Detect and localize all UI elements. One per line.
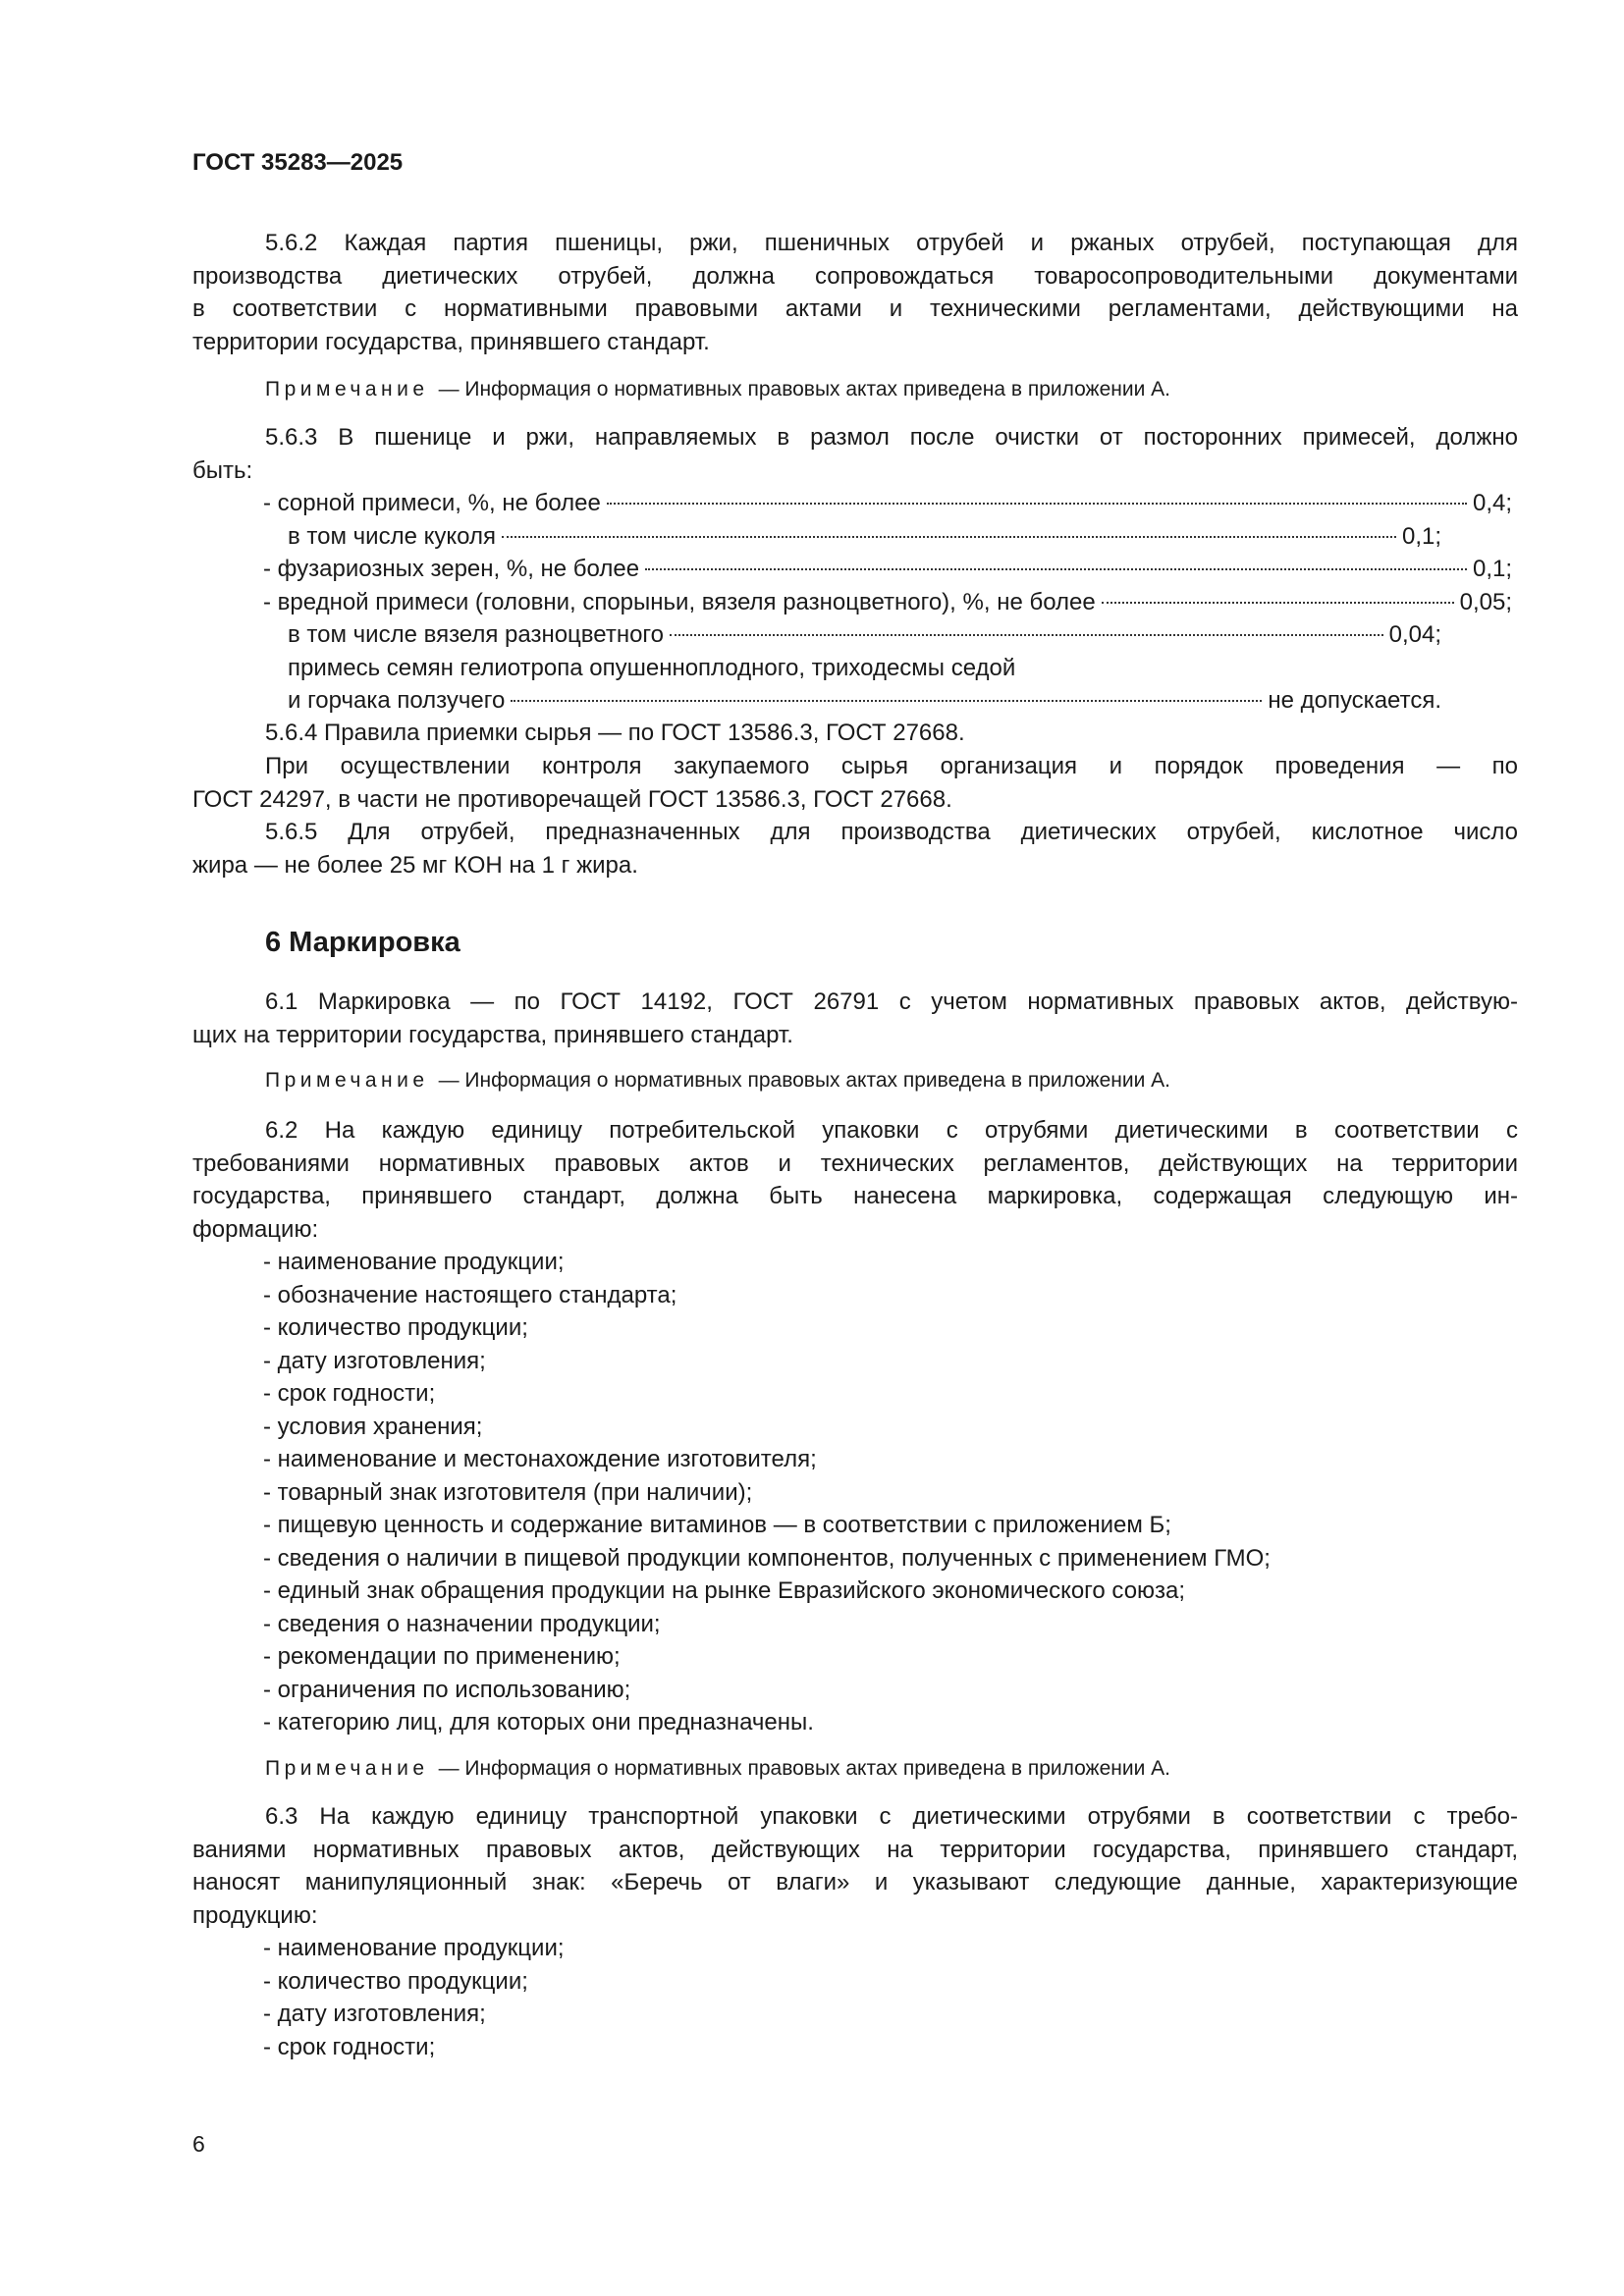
list-item: - категорию лиц, для которых они предназначены. xyxy=(263,1709,814,1735)
text-line: щих на территории государства, принявшего стандарт. xyxy=(192,1021,793,1048)
note-text: — Информация о нормативных правовых актах приведена в приложении А. xyxy=(438,1757,1171,1780)
list-item: - рекомендации по применению; xyxy=(263,1643,621,1670)
paragraph-5-6-5 xyxy=(192,816,1518,881)
limit-row xyxy=(192,553,1512,586)
text-line: 5.6.4 Правила приемки сырья — по ГОСТ 13586.3, ГОСТ 27668. xyxy=(265,720,965,746)
text-line: в соответствии с нормативными правовыми актами и техническими регламентами, действующими на xyxy=(192,295,1518,322)
paragraph-5-6-3 xyxy=(192,421,1518,718)
list-item: - наименование и местонахождение изготовителя; xyxy=(263,1446,817,1472)
list-item: - срок годности; xyxy=(263,2033,436,2060)
limit-row xyxy=(192,586,1512,619)
limit-value: 0,05; xyxy=(1459,588,1512,615)
text-line: быть: xyxy=(192,456,253,484)
list-item: - количество продукции; xyxy=(263,1314,528,1341)
note-label: Примечание xyxy=(265,1757,429,1780)
text-line: 5.6.2 Каждая партия пшеницы, ржи, пшеничных отрубей и ржаных отрубей, поступающая для xyxy=(265,230,1518,256)
limit-label: - вредной примеси (головни, спорыньи, вязеля разноцветного), %, не более xyxy=(263,588,1096,615)
note-text: — Информация о нормативных правовых актах приведена в приложении А. xyxy=(438,378,1171,400)
text-line: 6.1 Маркировка — по ГОСТ 14192, ГОСТ 26791 с учетом нормативных правовых актов, действую- xyxy=(265,988,1518,1015)
list-item: - количество продукции; xyxy=(263,1967,528,1995)
limit-value: 0,1; xyxy=(1401,522,1441,550)
list-item: - дату изготовления; xyxy=(263,2001,486,2027)
section-title: 6 Маркировка xyxy=(265,927,460,958)
page-number: 6 xyxy=(192,2131,205,2157)
text-line: продукцию: xyxy=(192,1901,318,1929)
limit-row xyxy=(192,618,1441,652)
note-label: Примечание xyxy=(265,378,429,400)
paragraph-5-6-4 xyxy=(192,717,1518,750)
list-item: - единый знак обращения продукции на рынке Евразийского экономического союза; xyxy=(263,1577,1186,1604)
limit-label: - сорной примеси, %, не более xyxy=(263,490,601,516)
dot-leader xyxy=(1102,602,1454,604)
list-item: - пищевую ценность и содержание витаминов — в соответствии с приложением Б; xyxy=(263,1512,1171,1538)
dot-leader xyxy=(511,700,1262,702)
paragraph-6-2 xyxy=(192,1114,1518,1739)
list-item: - дату изготовления; xyxy=(263,1347,486,1374)
dot-leader xyxy=(607,503,1467,505)
text-line: территории государства, принявшего стандарт. xyxy=(192,328,710,355)
note xyxy=(192,1752,1518,1786)
paragraph-5-6-2 xyxy=(192,227,1518,358)
text-line: 5.6.5 Для отрубей, предназначенных для производства диетических отрубей, кислотное число xyxy=(265,819,1518,845)
list-item: - сведения о наличии в пищевой продукции компонентов, полученных с применением ГМО; xyxy=(263,1544,1271,1572)
list-item: - условия хранения; xyxy=(263,1413,483,1440)
note-line xyxy=(192,1064,1518,1097)
list-item: - наименование продукции; xyxy=(263,1935,565,1961)
note-line xyxy=(192,1752,1518,1786)
note-label: Примечание xyxy=(265,1069,429,1092)
text-line: требованиями нормативных правовых актов и технических регламентов, действующих на территории xyxy=(192,1149,1518,1177)
text-line: При осуществлении контроля закупаемого сырья организация и порядок проведения — по xyxy=(265,753,1518,779)
paragraph-acceptance-control xyxy=(192,750,1518,816)
note-text: — Информация о нормативных правовых актах приведена в приложении А. xyxy=(438,1069,1171,1092)
limit-value: 0,04; xyxy=(1388,621,1441,648)
limit-label: примесь семян гелиотропа опушенноплодного, триходесмы седой xyxy=(288,654,1016,681)
list-item: - товарный знак изготовителя (при наличии); xyxy=(263,1478,753,1506)
limit-value: не допускается. xyxy=(1268,687,1441,714)
list-item: - сведения о назначении продукции; xyxy=(263,1610,661,1637)
document-header xyxy=(192,149,1518,177)
text-line: производства диетических отрубей, должна сопровождаться товаросопроводительными документами xyxy=(192,262,1518,290)
limit-label: в том числе куколя xyxy=(288,522,496,550)
dot-leader xyxy=(645,568,1467,570)
paragraph-6-1 xyxy=(192,986,1518,1051)
text-line: наносят манипуляционный знак: «Беречь от влаги» и указывают следующие данные, характеризующие xyxy=(192,1869,1518,1896)
limit-label: - фузариозных зерен, %, не более xyxy=(263,556,640,582)
limit-row xyxy=(192,652,1441,685)
note xyxy=(192,1064,1518,1097)
limit-row xyxy=(192,684,1441,718)
text-line: 5.6.3 В пшенице и ржи, направляемых в размол после очистки от посторонних примесей, должно xyxy=(265,424,1518,451)
list-item: - наименование продукции; xyxy=(263,1249,565,1275)
limit-value: 0,1; xyxy=(1472,556,1512,582)
text-line: 6.3 На каждую единицу транспортной упаковки с диетическими отрубями в соответствии с требо- xyxy=(265,1803,1518,1830)
section-heading xyxy=(192,926,1518,959)
limit-row xyxy=(192,520,1441,554)
text-line: государства, принявшего стандарт, должна быть нанесена маркировка, содержащая следующую ин- xyxy=(192,1183,1518,1209)
text-line: 6.2 На каждую единицу потребительской упаковки с отрубями диетическими в соответствии с xyxy=(265,1117,1518,1144)
limit-label: в том числе вязеля разноцветного xyxy=(288,621,664,648)
list-item: - срок годности; xyxy=(263,1380,436,1407)
paragraph-6-3 xyxy=(192,1800,1518,2063)
list-item: - ограничения по использованию; xyxy=(263,1676,631,1703)
note xyxy=(192,373,1518,406)
note-line xyxy=(192,373,1518,406)
limit-label: и горчака ползучего xyxy=(288,687,506,714)
dot-leader xyxy=(670,634,1383,636)
text-line: ваниями нормативных правовых актов, действующих на территории государства, принявшего стандарт, xyxy=(192,1836,1518,1863)
standard-designation: ГОСТ 35283—2025 xyxy=(192,149,404,176)
limit-value: 0,4; xyxy=(1472,490,1512,516)
list-item: - обозначение настоящего стандарта; xyxy=(263,1281,677,1308)
limit-row xyxy=(192,487,1512,520)
text-line: формацию: xyxy=(192,1215,319,1243)
text-line: ГОСТ 24297, в части не противоречащей ГОСТ 13586.3, ГОСТ 27668. xyxy=(192,785,952,813)
text-line: жира — не более 25 мг КОН на 1 г жира. xyxy=(192,851,638,879)
dot-leader xyxy=(502,536,1396,538)
